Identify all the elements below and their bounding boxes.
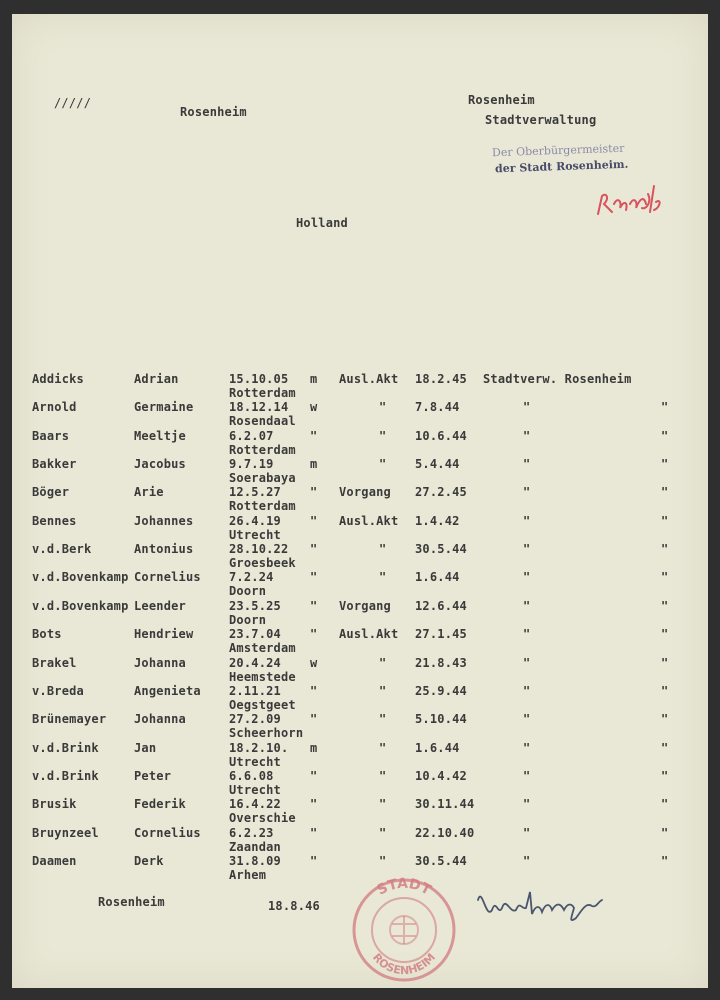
cell-first: Meeltje xyxy=(134,428,186,443)
cell-place: Rosendaal xyxy=(229,414,296,429)
cell-date: 12.6.44 xyxy=(415,598,467,613)
cell-dob: 23.5.25 xyxy=(229,598,281,613)
table-row xyxy=(12,429,708,457)
table-row xyxy=(12,457,708,485)
cell-last: v.d.Bovenkamp xyxy=(32,570,129,585)
cell-dob: 23.7.04 xyxy=(229,627,281,642)
cell-sex: " xyxy=(310,598,318,613)
header-org-line1: Rosenheim xyxy=(468,93,535,107)
cell-date: 1.4.42 xyxy=(415,513,460,528)
cell-date: 10.6.44 xyxy=(415,428,467,443)
cell-office2: " xyxy=(661,598,669,613)
cell-office2: " xyxy=(661,740,669,755)
cell-type: " xyxy=(379,400,387,415)
table-row xyxy=(12,542,708,570)
cell-office2: " xyxy=(661,797,669,812)
reference-mark: ///// xyxy=(54,96,92,110)
footer-date: 18.8.46 xyxy=(268,899,320,913)
cell-place: Amsterdam xyxy=(229,641,296,656)
city-seal xyxy=(344,872,464,984)
cell-office2: " xyxy=(661,853,669,868)
cell-place: Rotterdam xyxy=(229,499,296,514)
cell-date: 5.4.44 xyxy=(415,457,460,472)
cell-place: Rotterdam xyxy=(229,386,296,400)
header-city: Rosenheim xyxy=(180,105,247,119)
cell-date: 27.1.45 xyxy=(415,627,467,642)
cell-sex: " xyxy=(310,485,318,500)
cell-first: Johanna xyxy=(134,712,186,727)
table-row xyxy=(12,627,708,655)
cell-dob: 26.4.19 xyxy=(229,513,281,528)
cell-last: Baars xyxy=(32,428,70,443)
cell-office2: " xyxy=(661,655,669,670)
cell-sex: m xyxy=(310,372,318,386)
cell-sex: " xyxy=(310,768,318,783)
cell-sex: m xyxy=(310,740,318,755)
cell-office: " xyxy=(523,598,531,613)
cell-sex: " xyxy=(310,570,318,585)
cell-office: Stadtverw. Rosenheim xyxy=(483,372,632,386)
cell-place: Soerabaya xyxy=(229,471,296,486)
office-stamp-line1: Der Oberbürgermeister xyxy=(491,141,625,160)
cell-first: Derk xyxy=(134,853,164,868)
cell-first: Hendriew xyxy=(134,627,194,642)
cell-first: Johanna xyxy=(134,655,186,670)
cell-office2: " xyxy=(661,570,669,585)
cell-office: " xyxy=(523,825,531,840)
cell-date: 1.6.44 xyxy=(415,740,460,755)
cell-dob: 6.2.07 xyxy=(229,428,274,443)
cell-place: Utrecht xyxy=(229,754,281,769)
cell-last: Daamen xyxy=(32,853,77,868)
cell-last: Bakker xyxy=(32,457,77,472)
cell-last: Addicks xyxy=(32,372,84,386)
cell-last: v.d.Bovenkamp xyxy=(32,598,129,613)
seal-text-top: STADT xyxy=(374,875,434,899)
cell-sex: " xyxy=(310,797,318,812)
cell-dob: 27.2.09 xyxy=(229,712,281,727)
cell-sex: w xyxy=(310,400,318,415)
cell-place: Rotterdam xyxy=(229,442,296,457)
cell-type: " xyxy=(379,853,387,868)
cell-office: " xyxy=(523,513,531,528)
document-page xyxy=(12,14,708,988)
cell-office: " xyxy=(523,485,531,500)
cell-last: v.Breda xyxy=(32,683,84,698)
cell-dob: 9.7.19 xyxy=(229,457,274,472)
cell-office: " xyxy=(523,683,531,698)
cell-type: " xyxy=(379,655,387,670)
cell-dob: 12.5.27 xyxy=(229,485,281,500)
table-row xyxy=(12,570,708,598)
cell-place: Utrecht xyxy=(229,782,281,797)
cell-office: " xyxy=(523,570,531,585)
cell-type: " xyxy=(379,740,387,755)
table-row xyxy=(12,372,708,400)
cell-dob: 6.6.08 xyxy=(229,768,274,783)
cell-office: " xyxy=(523,400,531,415)
cell-type: " xyxy=(379,712,387,727)
cell-date: 18.2.45 xyxy=(415,372,467,386)
cell-date: 22.10.40 xyxy=(415,825,475,840)
svg-text:STADT xyxy=(374,876,433,899)
table-row xyxy=(12,599,708,627)
cell-place: Doorn xyxy=(229,612,267,627)
table-row xyxy=(12,826,708,854)
cell-date: 30.5.44 xyxy=(415,542,467,557)
cell-first: Germaine xyxy=(134,400,194,415)
cell-last: Bruynzeel xyxy=(32,825,99,840)
footer-city: Rosenheim xyxy=(98,895,165,909)
seal-text-bottom: ROSENHEIM xyxy=(369,950,439,978)
cell-sex: " xyxy=(310,627,318,642)
cell-type: Ausl.Akt xyxy=(339,513,399,528)
cell-dob: 28.10.22 xyxy=(229,542,289,557)
table-row xyxy=(12,400,708,428)
cell-type: " xyxy=(379,428,387,443)
cell-date: 7.8.44 xyxy=(415,400,460,415)
cell-office: " xyxy=(523,740,531,755)
cell-sex: " xyxy=(310,542,318,557)
cell-office2: " xyxy=(661,457,669,472)
cell-first: Federik xyxy=(134,797,186,812)
cell-type: " xyxy=(379,797,387,812)
cell-last: Bots xyxy=(32,627,62,642)
cell-first: Peter xyxy=(134,768,172,783)
cell-office: " xyxy=(523,655,531,670)
cell-last: Böger xyxy=(32,485,70,500)
cell-dob: 18.12.14 xyxy=(229,400,289,415)
cell-sex: " xyxy=(310,825,318,840)
cell-last: Brusik xyxy=(32,797,77,812)
cell-date: 21.8.43 xyxy=(415,655,467,670)
cell-dob: 31.8.09 xyxy=(229,853,281,868)
cell-office2: " xyxy=(661,513,669,528)
cell-type: Ausl.Akt xyxy=(339,627,399,642)
cell-first: Antonius xyxy=(134,542,194,557)
cell-office: " xyxy=(523,712,531,727)
cell-place: Utrecht xyxy=(229,527,281,542)
cell-sex: w xyxy=(310,655,318,670)
table-row xyxy=(12,684,708,712)
cell-sex: " xyxy=(310,712,318,727)
cell-office: " xyxy=(523,627,531,642)
cell-place: Scheerhorn xyxy=(229,726,304,741)
cell-office2: " xyxy=(661,428,669,443)
cell-office: " xyxy=(523,457,531,472)
document-title: Holland xyxy=(296,216,348,230)
cell-last: Arnold xyxy=(32,400,77,415)
cell-last: v.d.Brink xyxy=(32,740,99,755)
cell-first: Cornelius xyxy=(134,570,201,585)
handwritten-signature xyxy=(472,880,612,932)
cell-type: " xyxy=(379,825,387,840)
cell-place: Arhem xyxy=(229,867,267,882)
cell-date: 25.9.44 xyxy=(415,683,467,698)
cell-place: Oegstgeet xyxy=(229,697,296,712)
cell-last: Brakel xyxy=(32,655,77,670)
cell-first: Johannes xyxy=(134,513,194,528)
cell-office2: " xyxy=(661,627,669,642)
cell-last: Bennes xyxy=(32,513,77,528)
cell-office2: " xyxy=(661,825,669,840)
cell-first: Arie xyxy=(134,485,164,500)
cell-type: Vorgang xyxy=(339,485,391,500)
cell-dob: 7.2.24 xyxy=(229,570,274,585)
cell-date: 30.5.44 xyxy=(415,853,467,868)
cell-last: Brünemayer xyxy=(32,712,107,727)
cell-type: " xyxy=(379,542,387,557)
cell-date: 10.4.42 xyxy=(415,768,467,783)
cell-office: " xyxy=(523,428,531,443)
table-row xyxy=(12,769,708,797)
cell-dob: 15.10.05 xyxy=(229,372,289,386)
cell-office: " xyxy=(523,542,531,557)
table-row xyxy=(12,485,708,513)
cell-sex: " xyxy=(310,513,318,528)
cell-dob: 16.4.22 xyxy=(229,797,281,812)
cell-date: 1.6.44 xyxy=(415,570,460,585)
cell-type: " xyxy=(379,570,387,585)
cell-sex: " xyxy=(310,683,318,698)
cell-office2: " xyxy=(661,542,669,557)
cell-first: Angenieta xyxy=(134,683,201,698)
cell-first: Leender xyxy=(134,598,186,613)
cell-place: Heemstede xyxy=(229,669,296,684)
cell-last: v.d.Berk xyxy=(32,542,92,557)
cell-date: 5.10.44 xyxy=(415,712,467,727)
cell-office: " xyxy=(523,768,531,783)
cell-last: v.d.Brink xyxy=(32,768,99,783)
cell-date: 27.2.45 xyxy=(415,485,467,500)
cell-dob: 6.2.23 xyxy=(229,825,274,840)
cell-dob: 20.4.24 xyxy=(229,655,281,670)
cell-office: " xyxy=(523,853,531,868)
cell-date: 30.11.44 xyxy=(415,797,475,812)
cell-type: " xyxy=(379,457,387,472)
cell-type: Vorgang xyxy=(339,598,391,613)
cell-office2: " xyxy=(661,712,669,727)
table-row xyxy=(12,712,708,740)
cell-type: " xyxy=(379,683,387,698)
header-org-line2: Stadtverwaltung xyxy=(485,113,597,127)
office-stamp-line2: der Stadt Rosenheim. xyxy=(494,157,629,176)
cell-first: Cornelius xyxy=(134,825,201,840)
cell-place: Groesbeek xyxy=(229,556,296,571)
cell-dob: 2.11.21 xyxy=(229,683,281,698)
cell-type: " xyxy=(379,768,387,783)
cell-sex: m xyxy=(310,457,318,472)
cell-sex: " xyxy=(310,428,318,443)
cell-place: Zaandan xyxy=(229,839,281,854)
cell-sex: " xyxy=(310,853,318,868)
cell-dob: 18.2.10. xyxy=(229,740,289,755)
cell-office2: " xyxy=(661,768,669,783)
cell-office2: " xyxy=(661,400,669,415)
cell-office2: " xyxy=(661,485,669,500)
table-row xyxy=(12,741,708,769)
cell-place: Doorn xyxy=(229,584,267,599)
cell-first: Jan xyxy=(134,740,157,755)
cell-first: Jacobus xyxy=(134,457,186,472)
table-row xyxy=(12,797,708,825)
table-row xyxy=(12,656,708,684)
table-row xyxy=(12,514,708,542)
cell-office: " xyxy=(523,797,531,812)
cell-type: Ausl.Akt xyxy=(339,372,399,386)
cell-first: Adrian xyxy=(134,372,179,386)
cell-place: Overschie xyxy=(229,811,296,826)
cell-office2: " xyxy=(661,683,669,698)
red-pencil-mark xyxy=(590,174,670,234)
